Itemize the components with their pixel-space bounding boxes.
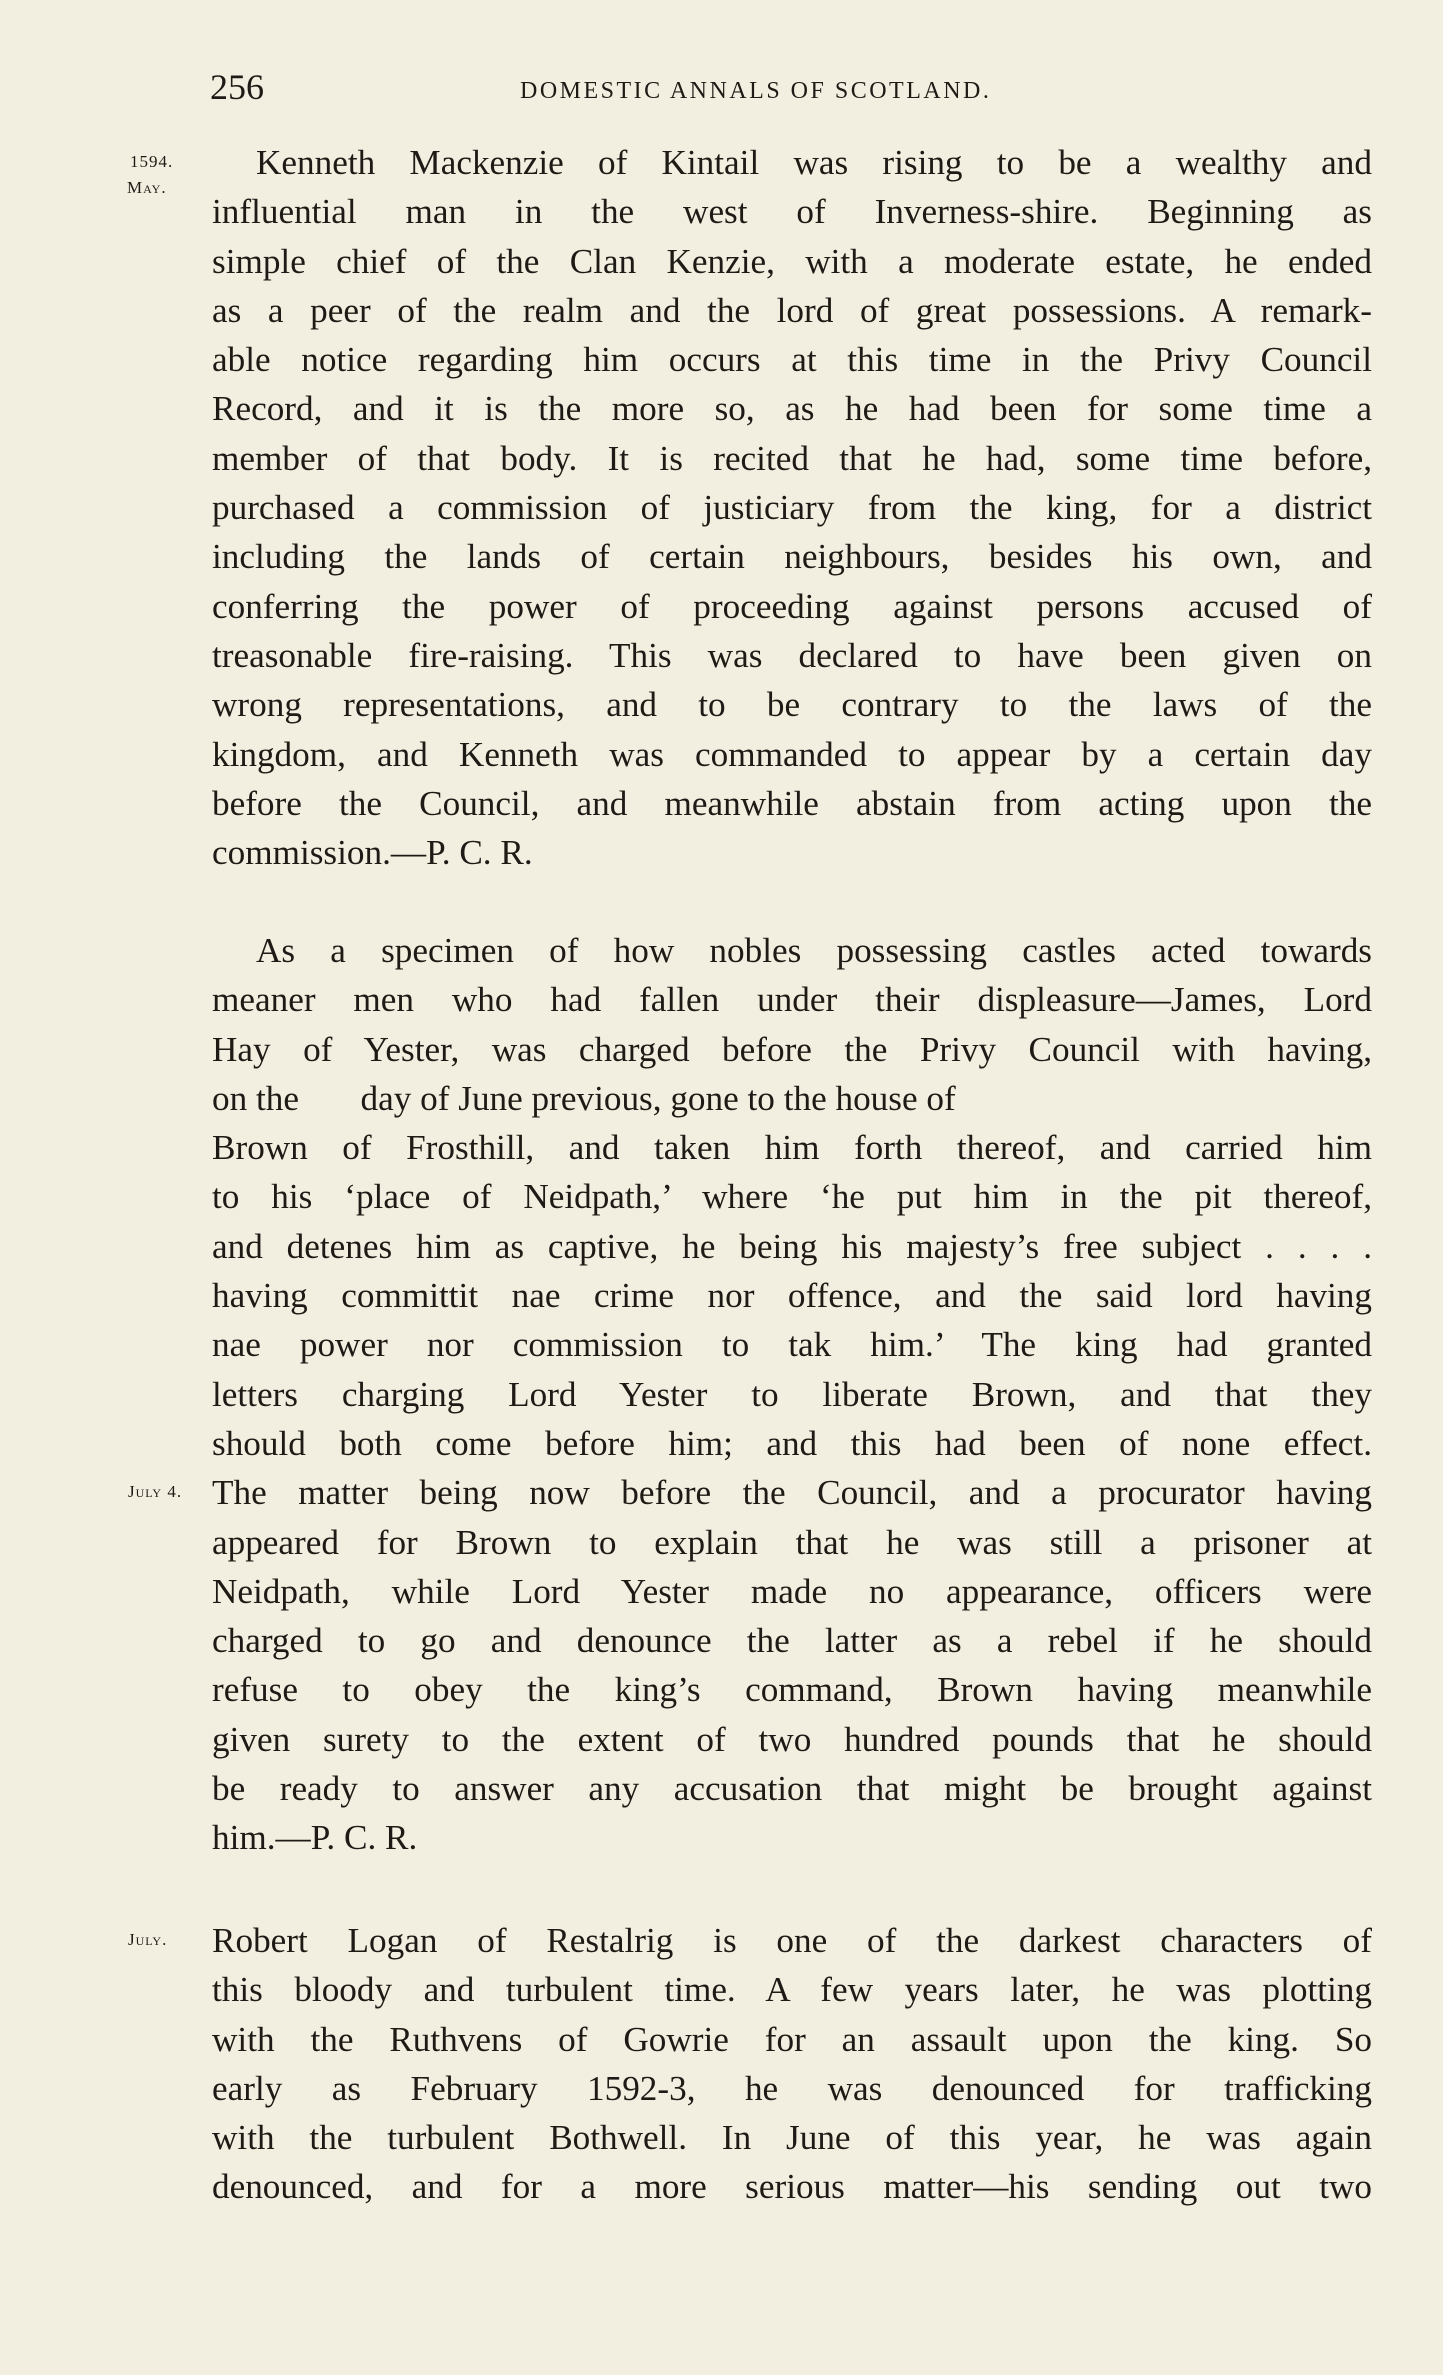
text-line: kingdom, and Kenneth was commanded to appear by a certain day [212, 734, 1372, 774]
paragraph-mackenzie [212, 138, 1372, 877]
text-line: Brown of Frosthill, and taken him forth thereof, and carried him [212, 1128, 1372, 1168]
text-line: with the Ruthvens of Gowrie for an assault upon the king. So [212, 2019, 1372, 2059]
text-line: purchased a commission of justiciary from the king, for a district [212, 488, 1372, 528]
text-line: Robert Logan of Restalrig is one of the darkest characters of [212, 1921, 1372, 1960]
margin-note-date: July 4. [128, 1482, 183, 1501]
text-line: with the turbulent Bothwell. In June of this year, he was again [212, 2118, 1372, 2158]
text-line: influential man in the west of Inverness-shire. Beginning as [212, 192, 1372, 232]
text-line: on the day of June previous, gone to the house of [212, 1078, 956, 1118]
text-line: early as February 1592-3, he was denounced for trafficking [212, 2068, 1372, 2108]
page-header [210, 62, 1370, 112]
text-line: having committit nae crime nor offence, and the said lord having [212, 1276, 1372, 1316]
running-head: DOMESTIC ANNALS OF SCOTLAND. [520, 78, 992, 104]
text-line: be ready to answer any accusation that might be brought against [212, 1769, 1372, 1809]
paragraph-robert-logan [212, 1916, 1372, 2212]
margin-note-year: 1594. [130, 152, 174, 171]
text-line: conferring the power of proceeding against persons accused of [212, 586, 1372, 626]
text-line: meaner men who had fallen under their displeasure—James, Lord [212, 980, 1372, 1020]
text-line: including the lands of certain neighbours, besides his own, and [212, 537, 1372, 577]
text-line: letters charging Lord Yester to liberate Brown, and that they [212, 1374, 1372, 1414]
text-line: and detenes him as captive, he being his majesty’s free subject . . . . [212, 1226, 1372, 1266]
text-line: simple chief of the Clan Kenzie, with a moderate estate, he ended [212, 241, 1372, 281]
text-line: given surety to the extent of two hundred pounds that he should [212, 1719, 1372, 1759]
text-line: commission.—P. C. R. [212, 833, 533, 873]
margin-note-month: May. [127, 178, 167, 197]
text-line: wrong representations, and to be contrary to the laws of the [212, 685, 1372, 725]
text-line: refuse to obey the king’s command, Brown having meanwhile [212, 1670, 1372, 1710]
text-line: this bloody and turbulent time. A few years later, he was plotting [212, 1970, 1372, 2010]
text-line: As a specimen of how nobles possessing castles acted towards [256, 931, 1372, 970]
margin-note-month-july: July. [128, 1930, 168, 1949]
text-line: appeared for Brown to explain that he was still a prisoner at [212, 1522, 1372, 1562]
text-line: charged to go and denounce the latter as a rebel if he should [212, 1621, 1372, 1661]
text-line: to his ‘place of Neidpath,’ where ‘he put him in the pit thereof, [212, 1177, 1372, 1217]
text-line: Hay of Yester, was charged before the Privy Council with having, [212, 1029, 1372, 1069]
text-line: should both come before him; and this had been of none effect. [212, 1423, 1372, 1463]
text-line: The matter being now before the Council, and a procurator having [212, 1473, 1372, 1513]
page-number: 256 [210, 67, 264, 107]
text-line: member of that body. It is recited that he had, some time before, [212, 438, 1372, 478]
paragraph-lord-yester [212, 926, 1372, 1863]
text-line: before the Council, and meanwhile abstain from acting upon the [212, 783, 1372, 823]
text-line: him.—P. C. R. [212, 1818, 418, 1858]
text-line: as a peer of the realm and the lord of great possessions. A remark- [212, 290, 1372, 330]
text-line: denounced, and for a more serious matter—his sending out two [212, 2167, 1372, 2207]
text-line: Neidpath, while Lord Yester made no appearance, officers were [212, 1571, 1372, 1611]
text-line: able notice regarding him occurs at this time in the Privy Council [212, 340, 1372, 380]
text-line: treasonable fire-raising. This was declared to have been given on [212, 635, 1372, 675]
text-line: Kenneth Mackenzie of Kintail was rising to be a wealthy and [256, 143, 1372, 182]
text-line: nae power nor commission to tak him.’ The king had granted [212, 1325, 1372, 1365]
text-line: Record, and it is the more so, as he had been for some time a [212, 389, 1372, 429]
